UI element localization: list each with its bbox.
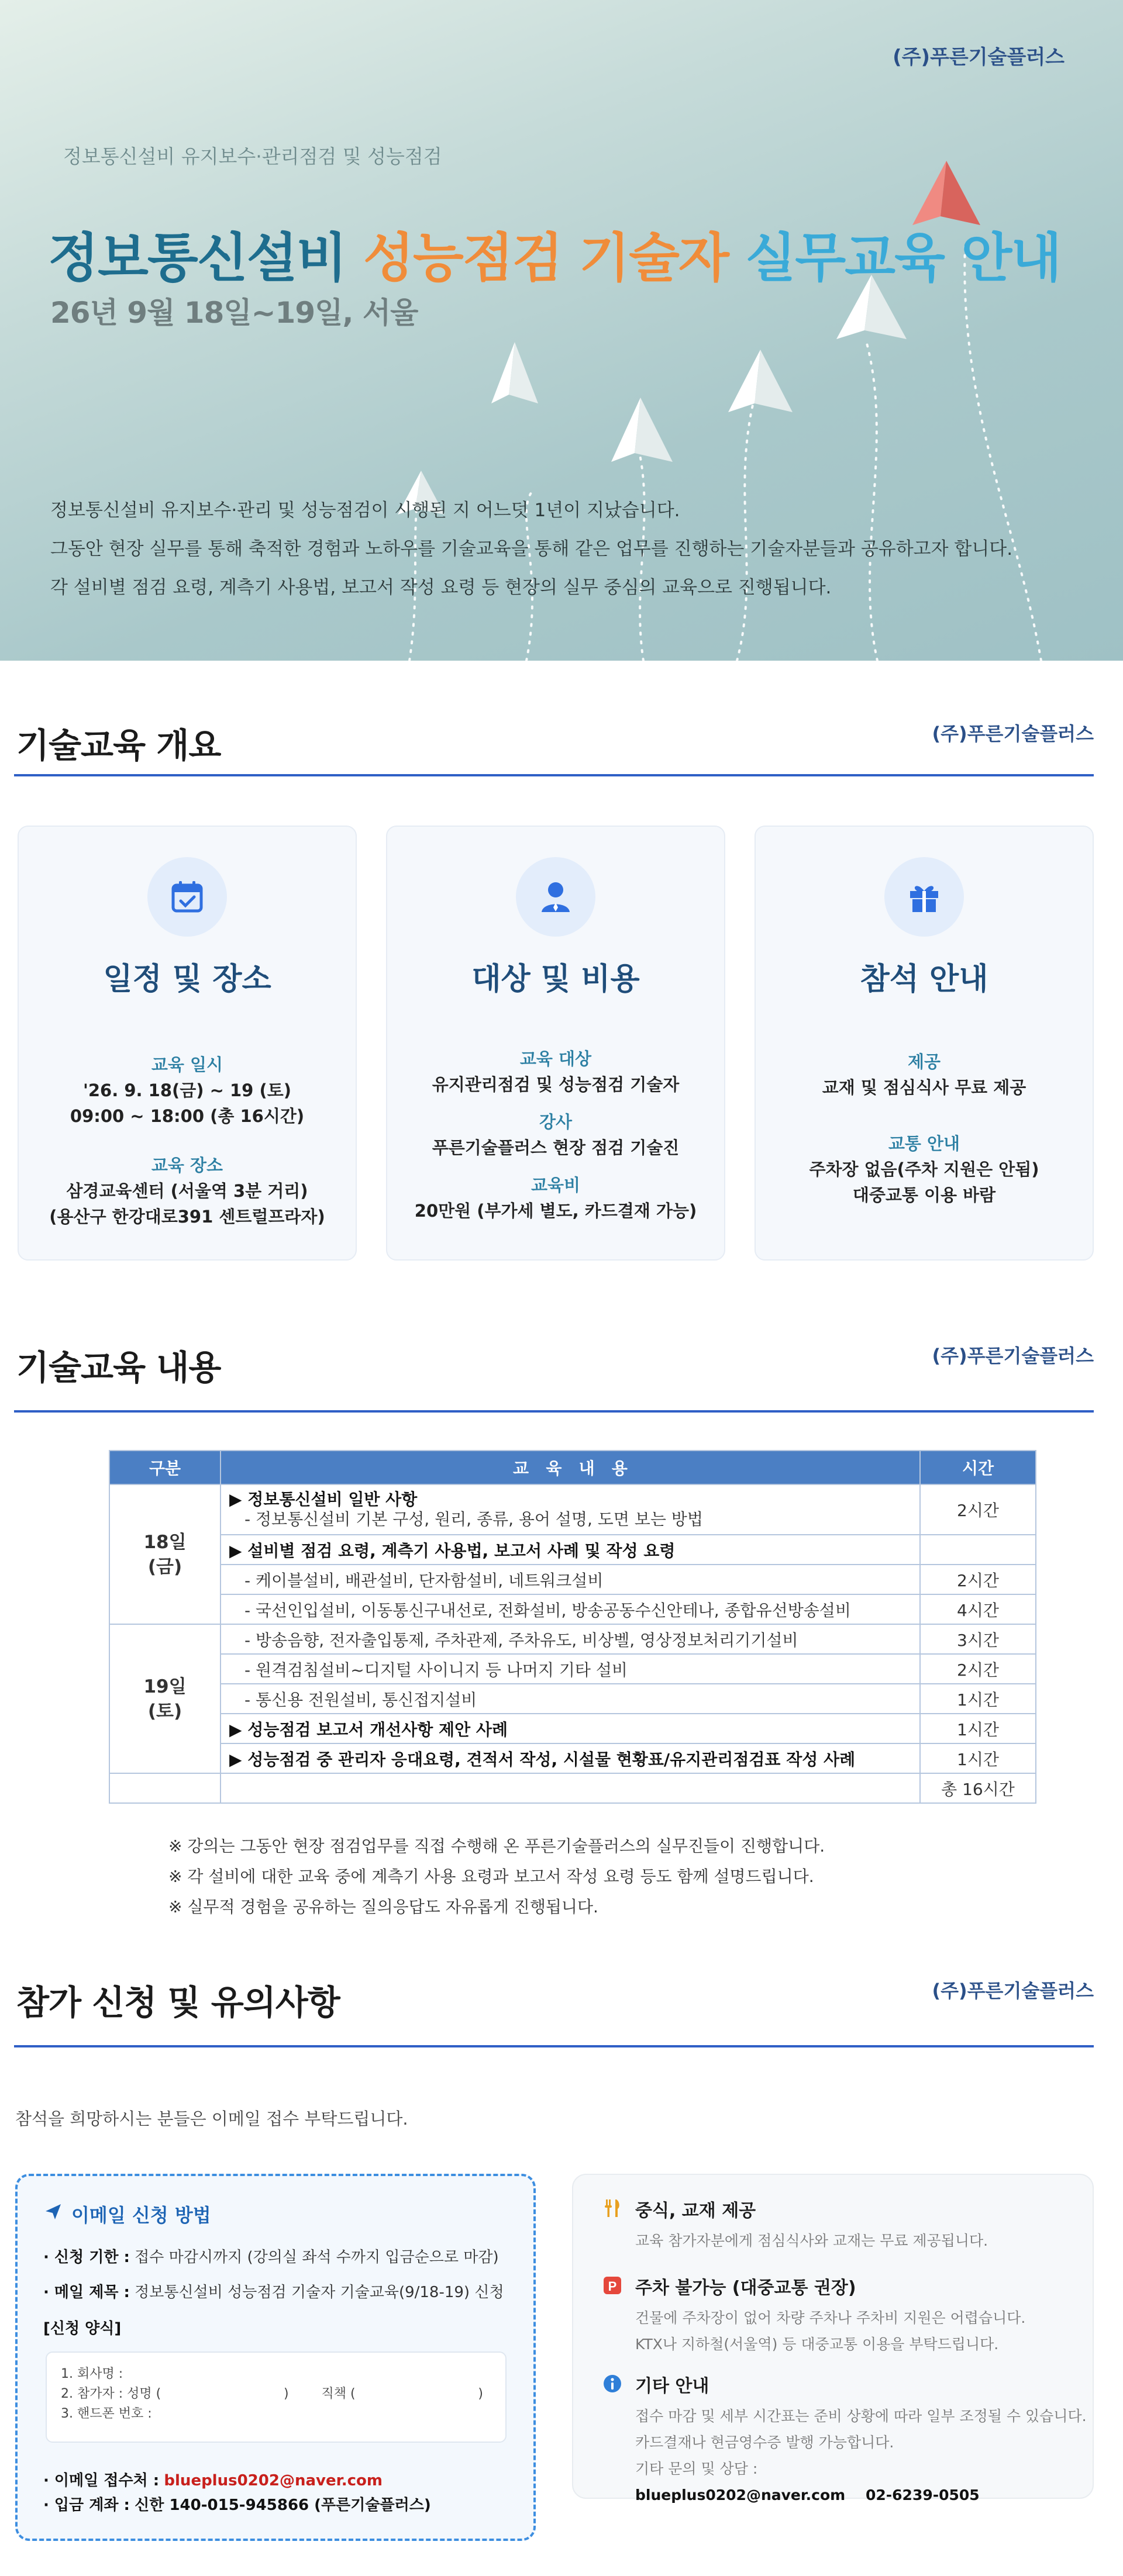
hero-desc-line: 각 설비별 점검 요령, 계측기 사용법, 보고서 작성 요령 등 현장의 실무 중심의 교육으로 진행됩니다.: [50, 577, 832, 598]
note-line: ※ 각 설비에 대한 교육 중에 계측기 사용 요령과 보고서 작성 요령 등도 함께 설명드립니다.: [168, 1867, 814, 1886]
time-cell: 1시간: [920, 1684, 1036, 1714]
time-cell: 3시간: [920, 1624, 1036, 1654]
table-row: [109, 1624, 1036, 1654]
day-cell: 19일 (토): [109, 1624, 221, 1773]
notice-text: KTX나 지하철(서울역) 등 대중교통 이용을 부탁드립니다.: [635, 2336, 999, 2353]
application-form-template: [46, 2351, 507, 2443]
time-cell: 2시간: [920, 1484, 1036, 1535]
card-title: 대상 및 비용: [471, 962, 640, 997]
paper-plane-2: [611, 398, 673, 462]
schedule-card: [18, 826, 357, 1261]
card-text: 교재 및 점심식사 무료 제공: [822, 1078, 1026, 1097]
note-line: ※ 강의는 그동안 현장 점검업무를 직접 수행해 온 푸른기술플러스의 실무진들이 진행합니다.: [168, 1836, 825, 1856]
card-text: 푸른기술플러스 현장 점검 기술진: [432, 1138, 680, 1158]
topic-cell: ▶ 성능점검 보고서 개선사항 제안 사례: [221, 1714, 920, 1743]
card-title: 참석 안내: [860, 962, 988, 997]
hero-desc-line: 그동안 현장 실무를 통해 축적한 경험과 노하우를 기술교육을 통해 같은 업무를 진행하는 기술자분들과 공유하고자 합니다.: [50, 538, 1013, 560]
paper-plane-3: [728, 350, 793, 412]
email-row: [43, 2468, 383, 2490]
target-cost-card: [386, 826, 725, 1261]
section-divider: [14, 1410, 1094, 1413]
table-header: 구분: [109, 1451, 221, 1484]
time-cell: 1시간: [920, 1714, 1036, 1743]
account-label: · 입금 계좌 :: [43, 2496, 130, 2514]
topic-cell: - 국선인입설비, 이동통신구내선로, 전화설비, 방송공동수신안테나, 종합유선방송설비: [221, 1594, 920, 1624]
user-icon: [516, 857, 595, 937]
section-divider: [14, 2045, 1094, 2047]
section-title: 기술교육 개요: [16, 726, 221, 765]
hero-kicker: 정보통신설비 유지보수·관리점검 및 성능점검: [63, 145, 442, 168]
topic-cell: - 원격검침설비~디지털 사이니지 등 나머지 기타 설비: [221, 1654, 920, 1684]
email-label: · 이메일 접수처 :: [43, 2472, 160, 2489]
notice-text: 카드결재나 현금영수증 발행 가능합니다.: [635, 2434, 894, 2451]
content-section-header: [14, 1340, 1094, 1413]
table-row: [109, 1684, 1036, 1714]
deadline-row: [43, 2245, 499, 2267]
card-title: 일정 및 장소: [103, 962, 271, 997]
card-text: 주차장 없음(주차 지원은 안됨): [809, 1159, 1039, 1179]
info-icon: [602, 2374, 622, 2394]
contact-row: [635, 2456, 1093, 2508]
notice-title: 기타 안내: [635, 2376, 709, 2397]
hero-description: [50, 491, 1074, 607]
table-header: 교 육 내 용: [221, 1451, 920, 1484]
section-brand: (주)푸른기술플러스: [932, 1980, 1094, 2002]
note-line: ※ 실무적 경험을 공유하는 질의응답도 자유롭게 진행됩니다.: [168, 1897, 598, 1917]
table-total-row: [109, 1773, 1036, 1803]
card-label: 강사: [539, 1112, 573, 1132]
card-label: 교육 장소: [151, 1155, 223, 1175]
calendar-icon: [147, 857, 227, 937]
section-title: 참가 신청 및 유의사항: [16, 1983, 340, 2022]
table-row: [109, 1594, 1036, 1624]
card-text: '26. 9. 18(금) ~ 19 (토): [83, 1080, 291, 1100]
parking-icon: [602, 2275, 622, 2295]
card-text: 09:00 ~ 18:00 (총 16시간): [70, 1106, 305, 1126]
table-row: [109, 1714, 1036, 1743]
card-text: 20만원 (부가세 별도, 카드결재 가능): [414, 1201, 697, 1221]
form-label: [신청 양식]: [43, 2320, 122, 2337]
notice-text: 접수 마감 및 세부 시간표는 준비 상황에 따라 일부 조정될 수 있습니다.: [635, 2408, 1087, 2425]
contact-label: 기타 문의 및 상담 :: [635, 2460, 758, 2477]
card-label: 교육비: [531, 1175, 581, 1195]
card-text: 유지관리점검 및 성능점검 기술자: [432, 1075, 680, 1094]
card-label: 교통 안내: [888, 1134, 960, 1154]
card-text: 대중교통 이용 바람: [852, 1185, 996, 1205]
brand-logo-text: (주)푸른기술플러스: [893, 46, 1065, 69]
title-part-2: 성능점검 기술자: [363, 227, 728, 289]
notice-box: [572, 2174, 1094, 2504]
subject-row: [43, 2280, 504, 2302]
card-text: (용산구 한강대로391 센트럴프라자): [49, 1207, 325, 1227]
time-cell: [920, 1535, 1036, 1565]
notice-etc: [635, 2371, 1093, 2508]
subject-label: · 메일 제목 :: [43, 2284, 130, 2301]
table-row: [109, 1484, 1036, 1535]
section-brand: (주)푸른기술플러스: [932, 723, 1094, 745]
subject-value: 정보통신설비 성능점검 기술자 기술교육(9/18-19) 신청: [135, 2284, 504, 2301]
page-title: [48, 215, 1060, 291]
topic-sub: - 정보통신설비 기본 구성, 원리, 종류, 용어 설명, 도면 보는 방법: [244, 1510, 703, 1529]
section-title: 기술교육 내용: [16, 1348, 221, 1387]
title-part-1: 정보통신설비: [48, 227, 346, 289]
topic-cell: ▶ 성능점검 중 관리자 응대요령, 견적서 작성, 시설물 현황표/유지관리점검표 작성 사례: [221, 1743, 920, 1773]
table-row: [109, 1743, 1036, 1773]
card-label: 교육 일시: [151, 1055, 223, 1075]
table-header-row: [109, 1451, 1036, 1484]
notice-text: 교육 참가자분에게 점심식사와 교재는 무료 제공됩니다.: [635, 2232, 988, 2249]
card-label: 제공: [907, 1052, 941, 1072]
form-line: 1. 회사명 :: [61, 2367, 123, 2381]
topic-cell: - 케이블설비, 배관설비, 단자함설비, 네트워크설비: [221, 1565, 920, 1594]
notice-title: 주차 불가능 (대중교통 권장): [635, 2278, 856, 2298]
apply-intro: 참석을 희망하시는 분들은 이메일 접수 부탁드립니다.: [15, 2109, 408, 2129]
account-row: [43, 2493, 431, 2515]
hero-date: 26년 9월 18일~19일, 서울: [50, 296, 418, 330]
utensils-icon: [602, 2198, 622, 2218]
apply-section-header: [14, 1975, 1094, 2047]
attendance-card: [755, 826, 1094, 1261]
section-brand: (주)푸른기술플러스: [932, 1345, 1094, 1367]
topic-main: ▶ 정보통신설비 일반 사항: [229, 1490, 418, 1509]
send-icon: [44, 2203, 62, 2221]
notice-title: 중식, 교재 제공: [635, 2201, 756, 2221]
apply-method-title: 이메일 신청 방법: [71, 2204, 211, 2226]
time-cell: 4시간: [920, 1594, 1036, 1624]
form-line: 2. 참가자 : 성명 ( ) 직책 ( ): [61, 2387, 483, 2401]
day-cell: 18일 (금): [109, 1484, 221, 1624]
contact-value[interactable]: blueplus0202@naver.com 02-6239-0505: [635, 2487, 980, 2504]
time-cell: 1시간: [920, 1743, 1036, 1773]
notice-meal: [635, 2196, 988, 2254]
svg-text:P: P: [608, 2279, 617, 2294]
gift-icon: [884, 857, 964, 937]
deadline-value: 접수 마감시까지 (강의실 좌석 수까지 입금순으로 마감): [135, 2249, 499, 2266]
topic-cell: - 방송음향, 전자출입통제, 주차관제, 주차유도, 비상벨, 영상정보처리기기설비: [221, 1624, 920, 1654]
topic-cell: ▶ 설비별 점검 요령, 계측기 사용법, 보고서 사례 및 작성 요령: [221, 1535, 920, 1565]
table-row: [109, 1535, 1036, 1565]
email-apply-box: [15, 2174, 536, 2541]
notice-text: 건물에 주차장이 없어 차량 주차나 주차비 지원은 어렵습니다.: [635, 2309, 1026, 2326]
total-time-cell: 총 16시간: [920, 1773, 1036, 1803]
email-link[interactable]: blueplus0202@naver.com: [164, 2472, 383, 2489]
hero-banner: [0, 0, 1123, 661]
form-line: 3. 핸드폰 번호 :: [61, 2406, 152, 2421]
hero-desc-line: 정보통신설비 유지보수·관리 및 성능점검이 시행된 지 어느덧 1년이 지났습니다.: [50, 500, 680, 521]
time-cell: 2시간: [920, 1565, 1036, 1594]
deadline-label: · 신청 기한 :: [43, 2249, 130, 2266]
table-row: [109, 1565, 1036, 1594]
topic-cell: - 통신용 전원설비, 통신접지설비: [221, 1684, 920, 1714]
curriculum-table: [109, 1450, 1036, 1804]
paper-plane-1: [491, 342, 538, 403]
time-cell: 2시간: [920, 1654, 1036, 1684]
title-part-3: 실무교육 안내: [745, 227, 1061, 289]
section-divider: [14, 774, 1094, 776]
table-header: 시간: [920, 1451, 1036, 1484]
account-value: 신한 140-015-945866 (푸른기술플러스): [135, 2496, 431, 2514]
table-row: [109, 1654, 1036, 1684]
overview-section-header: [14, 718, 1094, 776]
notice-parking: [635, 2273, 1025, 2357]
card-label: 교육 대상: [519, 1049, 592, 1069]
content-notes: [168, 1831, 825, 1922]
card-text: 삼경교육센터 (서울역 3분 거리): [66, 1181, 308, 1201]
